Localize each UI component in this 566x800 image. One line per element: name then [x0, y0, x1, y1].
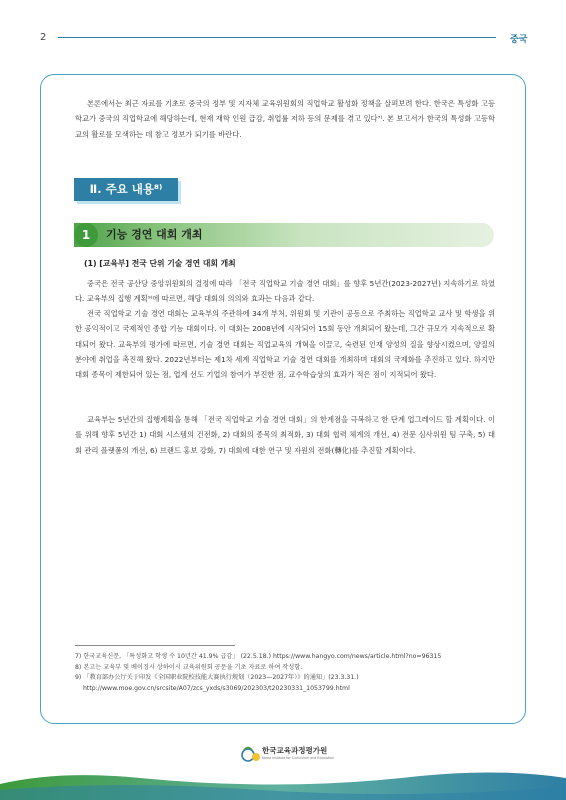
- section-title: Ⅱ. 주요 내용⁸⁾: [74, 178, 178, 201]
- bottom-decoration: [0, 770, 566, 800]
- body-paragraph-2: 전국 직업학교 기술 경연 대회는 교육부의 주관하에 34개 부처, 위원회 및 기관이 공동으로 주최하는 직업학교 교사 및 학생을 위한 공익적이고 국제적인 종합 기능 대회이다. 이 대회는 2008년에 시작되어 15회 동안 개최되어 왔는데, 그간 규모가 지속적으로 확대되어 왔다. 교육부의 평가에 따르면, 기술 경연 대회는 직업교육의 개혁을 이끌고, 숙련된 인재 양성의 질을 향상시켰으며, 양질의 분야에 취업을 촉진해 왔다. 2022년부터는 제1차 세계 직업학교 기술 경연 대회를 개최하며 대회의 국제화를 추진하고 있다. 하지만 대회 종목이 제한되어 있는 점, 업계 선도 기업의 참여가 부진한 점, 교수학습상의 효과가 적은 점이 지적되어 왔다.: [75, 309, 495, 380]
- header-country: 중국: [510, 35, 528, 45]
- content-frame: [40, 74, 526, 724]
- item-heading: (1) [교육부] 전국 단위 기술 경연 대회 개최: [84, 259, 236, 268]
- page-number: 2: [40, 32, 47, 43]
- intro-paragraph: 본론에서는 최근 자료를 기초로 중국의 정부 및 지자체 교육위원회의 직업학교 활성화 정책을 살펴보려 한다. 한국은 특성화 고등학교가 중국의 직업학교에 해당하는데, 현재 재학 인원 급감, 취업률 저하 등의 문제를 겪고 있다⁷⁾. 본 보고서가 한국의 특성화 고등학교의 활로를 모색하는 데 참고 정보가 되기를 바란다.: [75, 99, 495, 139]
- subsection-number-badge: 1: [74, 223, 98, 247]
- footnote-7: 7) 한국교육신문, 「특성화고 학생 수 10년간 41.9% 급감」 (22.5.18.) https://www.hangyo.com/news/article.html?no=96315: [75, 653, 442, 660]
- header-rule: [58, 37, 496, 38]
- footnotes: [75, 652, 515, 694]
- footnote-9-link[interactable]: http://www.moe.gov.cn/srcsite/A07/zcs_yxds/s3069/202303/t20230331_1053799.html: [83, 684, 350, 692]
- subsection-title: 기능 경연 대회 개최: [106, 228, 203, 241]
- logo-subtitle: Korea Institute for Curriculum and Evaluation: [262, 756, 335, 760]
- body-paragraph-1: 중국은 전국 공산당 중앙위원회의 결정에 따라 「전국 직업학교 기술 경연 대회」를 향후 5년간(2023-2027년) 지속하기로 하였다. 교육부의 집행 계획⁹⁾에 따르면, 해당 대회의 의의와 효과는 다음과 같다.: [75, 279, 495, 304]
- body-paragraph-3: 교육부는 5년간의 집행계획을 통해 「전국 직업학교 기술 경연 대회」의 한계점을 극복하고 한 단계 업그레이드 할 계획이다. 이를 위해 향후 5년간 1) 대회 시스템의 건전화, 2) 대회의 종목의 최적화, 3) 대회 협력 체계의 개선, 4) 전문 심사위원 팀 구축, 5) 대회 관리 플랫폼의 개선, 6) 브랜드 홍보 강화, 7) 대회에 대한 연구 및 자원의 전화(轉化)를 추진할 계획이다.: [75, 415, 495, 455]
- footnote-8: 8) 본고는 교육부 및 베이징시 상하이시 교육위원회 공문을 기초 자료로 하여 작성함.: [75, 663, 303, 671]
- footnote-9: 9) 「教育部办公厅关于印发《全国职业院校技能大赛执行规划（2023—2027年）》的通知」(23.3.31.): [75, 674, 359, 682]
- footnote-rule: [75, 645, 235, 646]
- logo-name: 한국교육과정평가원: [262, 746, 328, 755]
